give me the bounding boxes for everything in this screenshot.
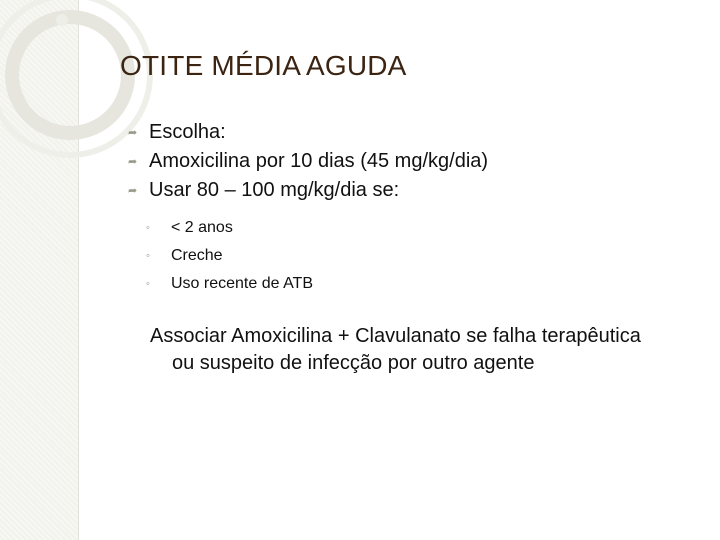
note-line-2: ou suspeito de infecção por outro agente: [172, 352, 535, 374]
circle-bullet-icon: ◦: [146, 250, 150, 262]
note-line-1: Associar Amoxicilina + Clavulanato se falha terapêutica: [150, 325, 641, 347]
sub-bullet-item: [146, 242, 313, 270]
arrow-bullet-icon: ➦: [128, 156, 138, 168]
sub-bullet-text: Creche: [171, 247, 223, 264]
slide-title: OTITE MÉDIA AGUDA: [120, 50, 407, 81]
sub-bullet-item: [146, 214, 313, 242]
sub-bullet-text: Uso recente de ATB: [171, 275, 313, 292]
bullet-text: Amoxicilina por 10 dias (45 mg/kg/dia): [149, 150, 489, 172]
arrow-bullet-icon: ➦: [128, 185, 138, 197]
bullet-text: Usar 80 – 100 mg/kg/dia se:: [149, 179, 400, 201]
sub-bullet-list: [146, 214, 313, 298]
bullet-text: Escolha:: [149, 121, 226, 143]
circle-bullet-icon: ◦: [146, 278, 150, 290]
sub-bullet-item: [146, 270, 313, 298]
bullet-item: [128, 176, 708, 205]
arrow-bullet-icon: ➦: [128, 127, 138, 139]
bullet-item: [128, 118, 708, 147]
bullet-item: [128, 147, 708, 176]
note-paragraph: [150, 323, 710, 377]
bullet-list: [128, 118, 708, 205]
circle-bullet-icon: ◦: [146, 222, 150, 234]
sub-bullet-text: < 2 anos: [171, 219, 233, 236]
